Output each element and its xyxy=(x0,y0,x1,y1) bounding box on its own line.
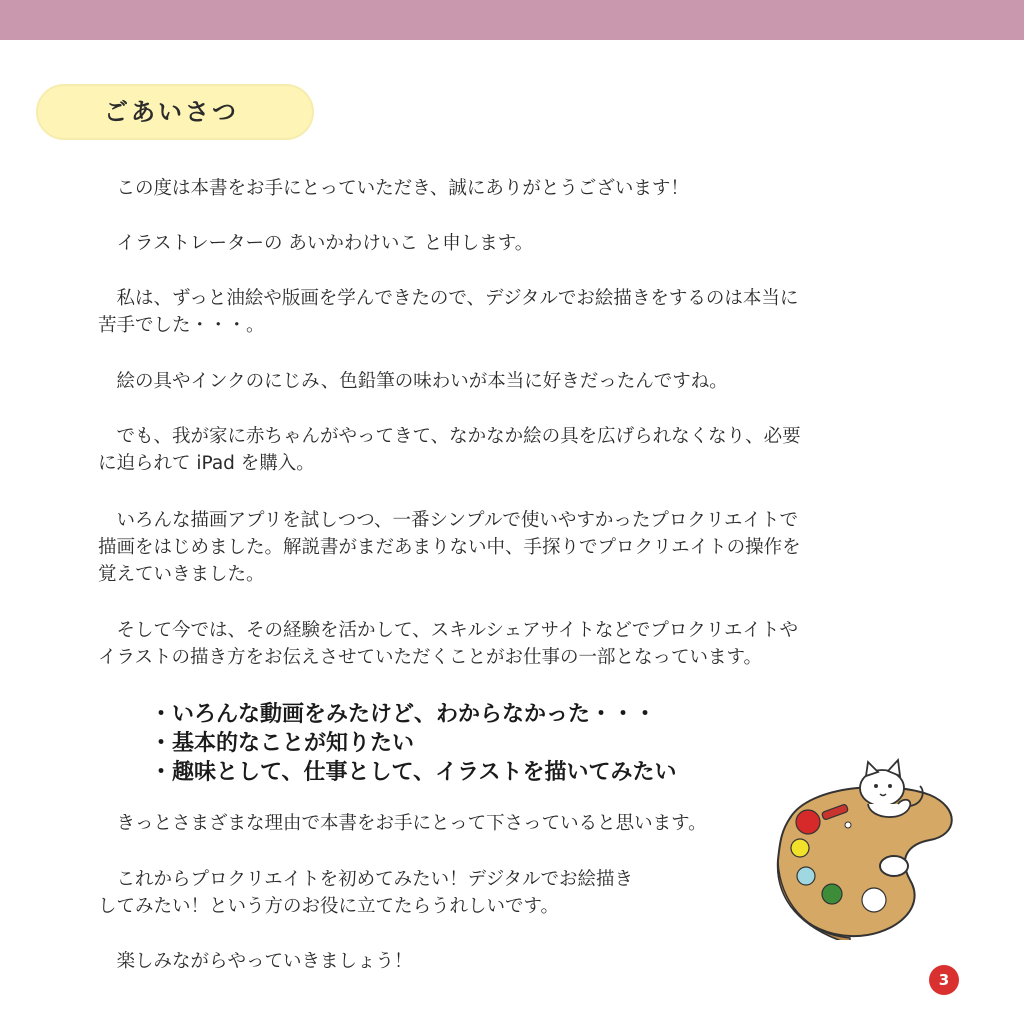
paragraph-thanks: この度は本書をお手にとっていただき、誠にありがとうございます！ xyxy=(98,178,689,199)
paragraph-intro: イラストレーターの あいかわけいこ と申します。 xyxy=(98,233,534,254)
list-item: ・趣味として、仕事として、イラストを描いてみたい xyxy=(150,760,677,785)
paragraph-enjoy: 楽しみながらやっていきましょう！ xyxy=(98,951,413,972)
cat-palette-illustration xyxy=(770,740,960,940)
palette-hole xyxy=(880,856,908,876)
paragraph-reasons: きっとさまざまな理由で本書をお手にとって下さっていると思います。 xyxy=(98,813,707,834)
list-item: ・基本的なことが知りたい xyxy=(150,731,415,756)
paragraph-background: 私は、ずっと油絵や版画を学んできたので、デジタルでお絵描きをするのは本当に 苦手でした・・・。 xyxy=(98,288,799,336)
paragraph-procreate: いろんな描画アプリを試しつつ、一番シンプルで使いやすかったプロクリエイトで 描画をはじめました。解説書がまだあまりない中、手探りでプロクリエイトの操作を 覚えていきました。 xyxy=(98,510,801,585)
top-color-band xyxy=(0,0,1024,40)
page-number-badge: 3 xyxy=(929,965,959,995)
paragraph-ipad: でも、我が家に赤ちゃんがやってきて、なかなか絵の具を広げられなくなり、必要 に迫られて iPad を購入。 xyxy=(98,426,801,474)
list-item: ・いろんな動画をみたけど、わからなかった・・・ xyxy=(150,702,657,727)
reasons-list xyxy=(150,700,676,787)
paragraph-hope: これからプロクリエイトを初めてみたい！デジタルでお絵描き してみたい！という方のお役に立てたらうれしいです。 xyxy=(98,869,634,917)
palette-shape xyxy=(778,787,952,936)
paragraph-now: そして今では、その経験を活かして、スキルシェアサイトなどでプロクリエイトや イラストの描き方をお伝えさせていただくことがお仕事の一部となっています。 xyxy=(98,620,798,668)
page-heading: ごあいさつ xyxy=(104,98,239,126)
paragraph-paints: 絵の具やインクのにじみ、色鉛筆の味わいが本当に好きだったんですね。 xyxy=(98,371,728,392)
